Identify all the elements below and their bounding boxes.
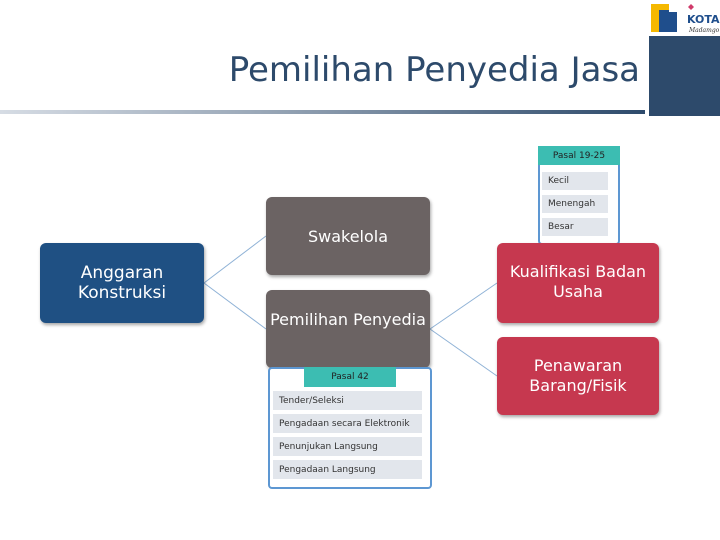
logo-text: KOTA — [687, 13, 720, 26]
logo-subtext: Madamgo — [689, 27, 720, 34]
list-item: Menengah — [541, 194, 609, 214]
pasal-19-25-tag: Pasal 19-25 — [538, 146, 620, 165]
page-title: Pemilihan Penyedia Jasa — [228, 50, 640, 90]
node-penawaran-barang-fisik: Penawaran Barang/Fisik — [497, 337, 659, 415]
list-item: Tender/Seleksi — [272, 390, 423, 411]
node-anggaran-konstruksi: Anggaran Konstruksi — [40, 243, 204, 323]
connector-pemilihan-kualifikasi — [430, 283, 497, 329]
node-swakelola: Swakelola — [266, 197, 430, 275]
pasal-42-tag: Pasal 42 — [304, 367, 396, 387]
list-item: Besar — [541, 217, 609, 237]
list-item: Penunjukan Langsung — [272, 436, 423, 457]
connector-anggaran-swakelola — [204, 236, 266, 283]
connector-anggaran-pemilihan — [204, 283, 266, 329]
connector-pemilihan-penawaran — [430, 329, 497, 376]
node-kualifikasi-badan-usaha: Kualifikasi Badan Usaha — [497, 243, 659, 323]
list-item: Pengadaan secara Elektronik — [272, 413, 423, 434]
list-item: Kecil — [541, 171, 609, 191]
list-item: Pengadaan Langsung — [272, 459, 423, 480]
node-pemilihan-penyedia: Pemilihan Penyedia — [266, 290, 430, 368]
